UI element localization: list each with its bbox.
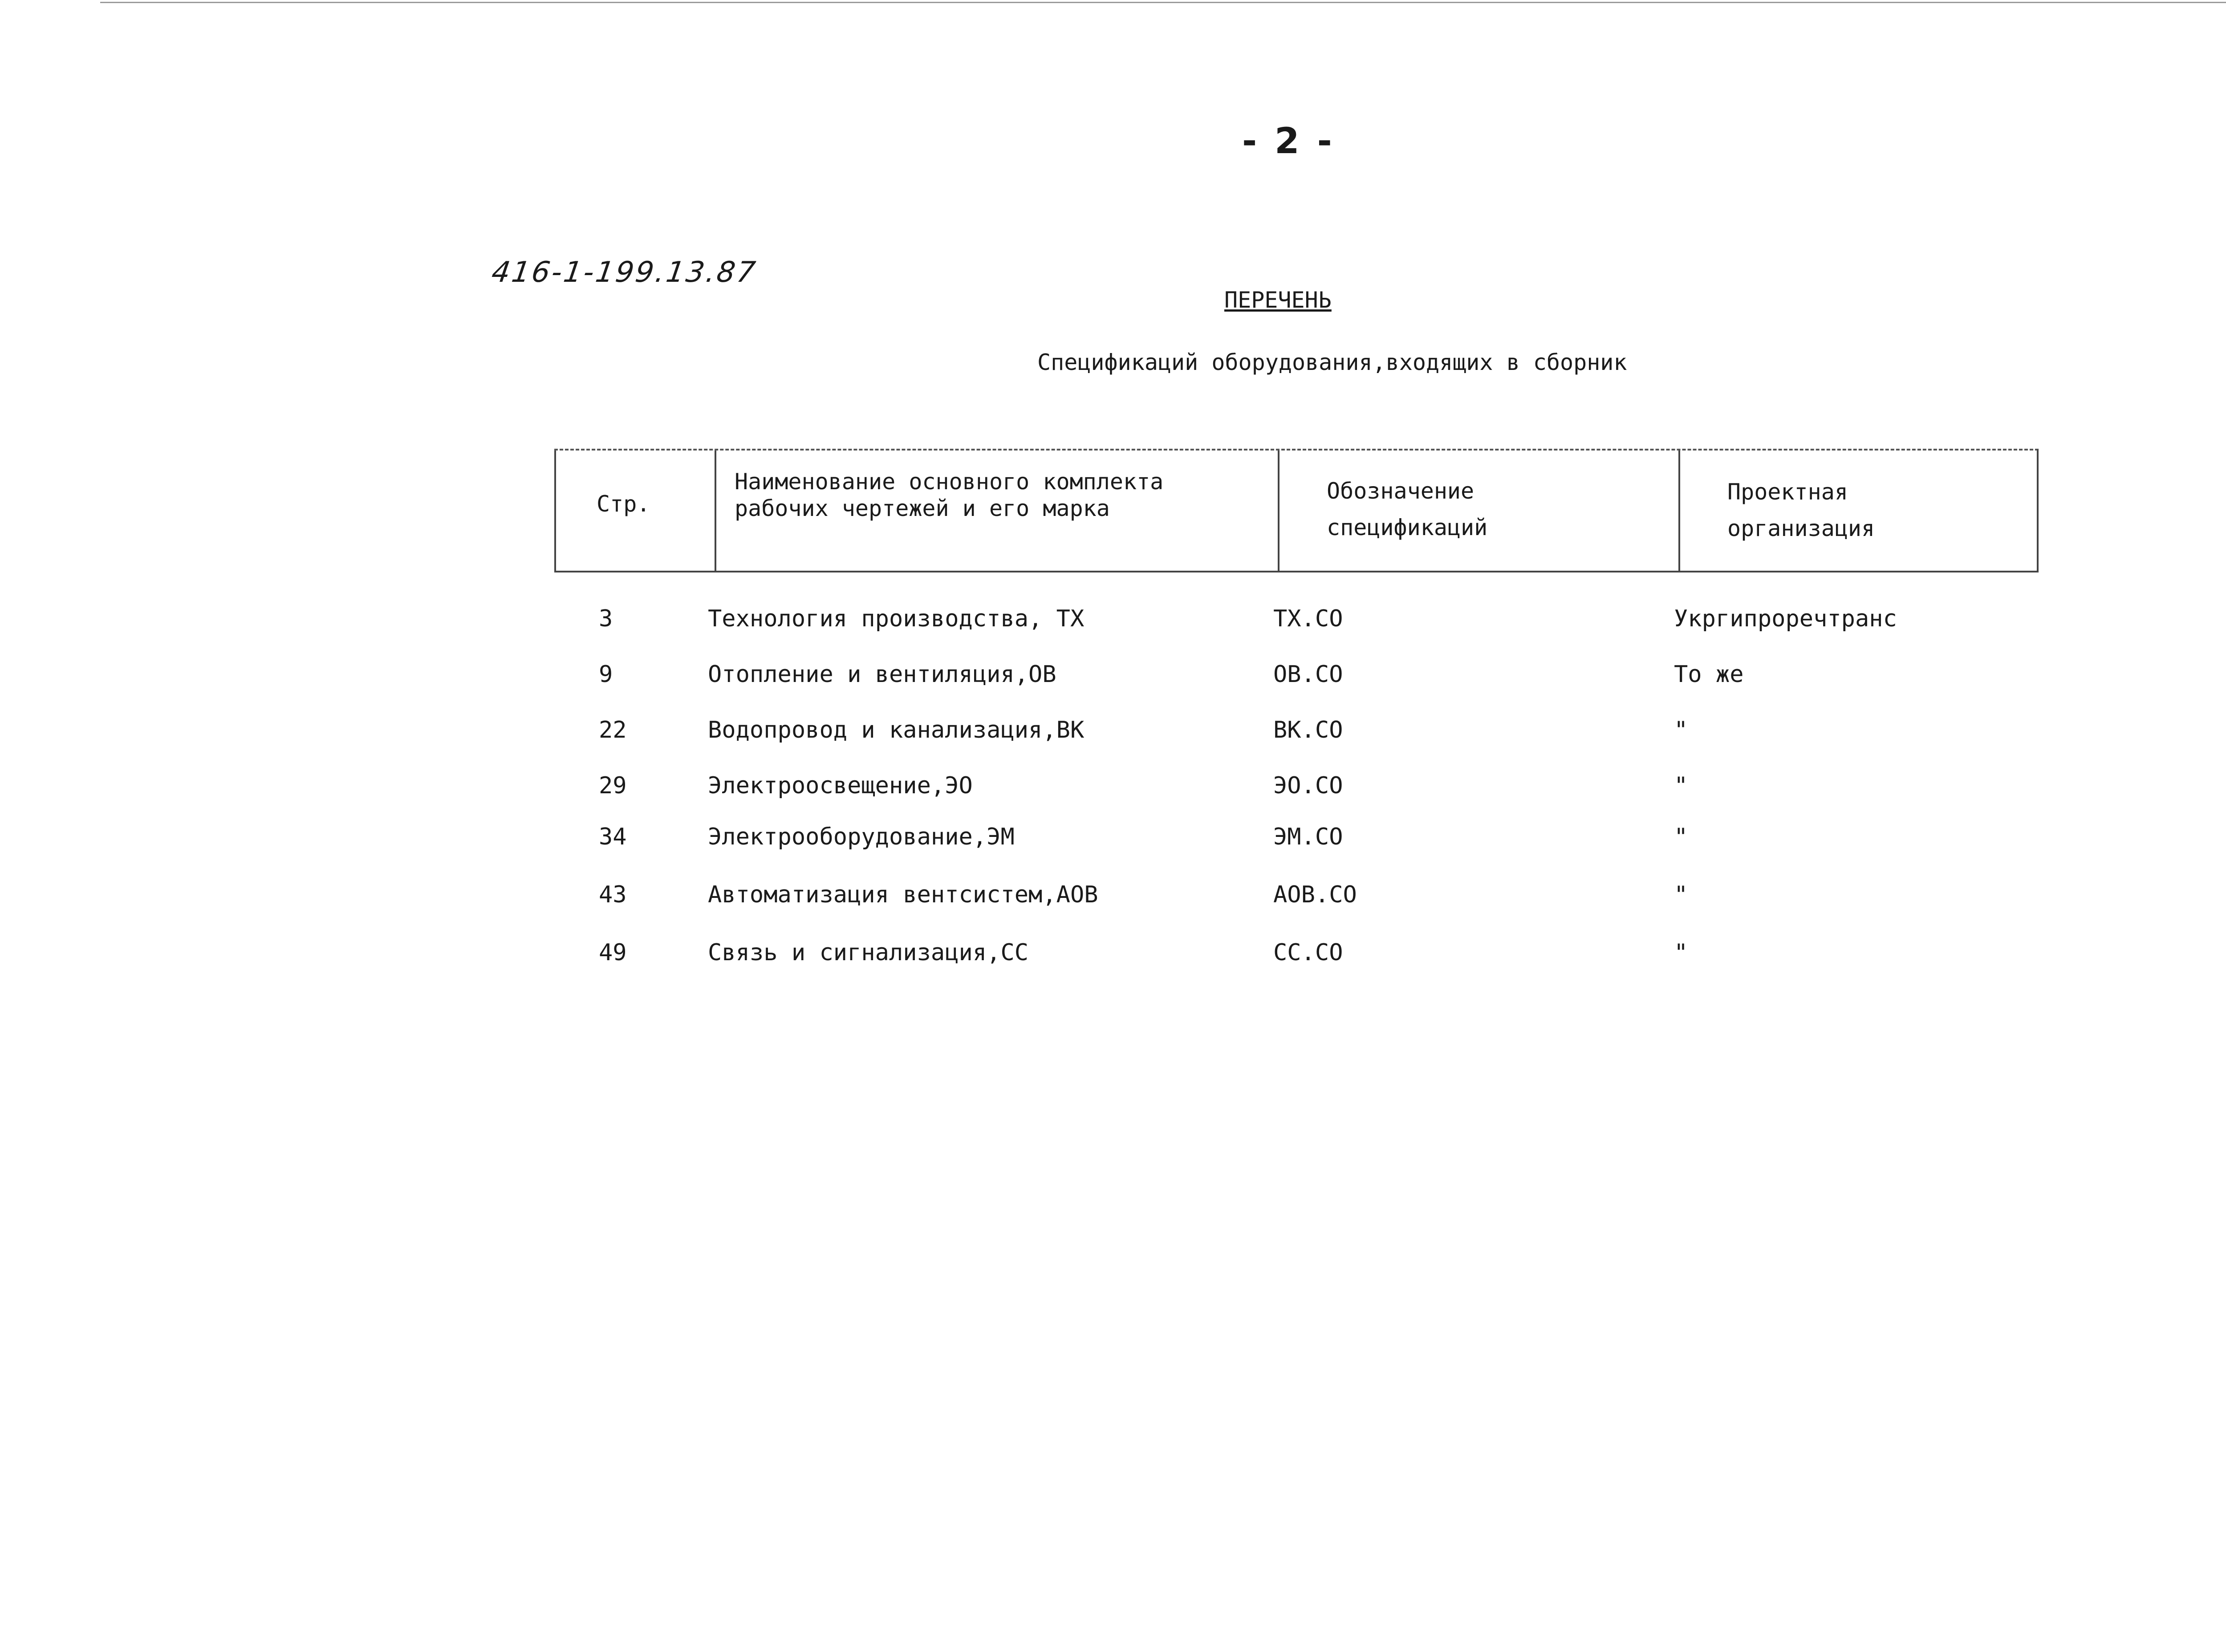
- document-subtitle: Спецификаций оборудования,входящих в сборник: [1037, 349, 1627, 375]
- row-org: ": [1674, 881, 1688, 908]
- header-spec-line-1: Обозначение: [1327, 478, 1475, 504]
- row-name: Автоматизация вентсистем,АОВ: [708, 881, 1098, 908]
- row-page: 34: [599, 824, 627, 850]
- row-spec: ТХ.СО: [1273, 605, 1343, 632]
- row-spec: СС.СО: [1273, 939, 1343, 966]
- row-page: 3: [599, 605, 613, 632]
- document-code: 416-1-199.13.87: [489, 256, 759, 289]
- row-org: ": [1674, 772, 1688, 799]
- row-name: Связь и сигнализация,СС: [708, 939, 1029, 966]
- page-number: - 2 -: [1242, 120, 1335, 162]
- table-header: [554, 449, 2039, 572]
- row-org: ": [1674, 939, 1688, 966]
- header-org-line-2: организация: [1727, 515, 1875, 541]
- header-spec-line-2: спецификаций: [1327, 515, 1488, 540]
- column-divider: [1678, 451, 1680, 571]
- header-spec: [1327, 473, 1487, 546]
- row-page: 43: [599, 881, 627, 908]
- header-name-line-1: Наименование основного комплекта: [735, 469, 1164, 495]
- column-divider: [554, 451, 556, 571]
- row-name: Технология производства, ТХ: [708, 605, 1085, 632]
- row-spec: ЭО.СО: [1273, 772, 1343, 799]
- row-name: Электрооборудование,ЭМ: [708, 824, 1015, 850]
- header-org-line-1: Проектная: [1727, 479, 1848, 505]
- row-page: 22: [599, 717, 627, 743]
- header-name: [735, 468, 1163, 522]
- scan-edge-line: [100, 2, 2226, 3]
- row-org: Укргипроречтранс: [1674, 605, 1897, 632]
- row-org: То же: [1674, 661, 1744, 688]
- header-page: [597, 491, 650, 517]
- document-title: ПЕРЕЧЕНЬ: [1224, 287, 1332, 313]
- row-name: Водопровод и канализация,ВК: [708, 717, 1085, 743]
- column-divider: [1278, 451, 1280, 571]
- header-org: [1727, 474, 1875, 547]
- row-spec: ЭМ.СО: [1273, 824, 1343, 850]
- row-org: ": [1674, 824, 1688, 850]
- row-name: Электроосвещение,ЭО: [708, 772, 973, 799]
- header-name-line-2: рабочих чертежей и его марка: [735, 495, 1110, 521]
- header-page-label: Стр.: [597, 491, 650, 517]
- row-spec: ОВ.СО: [1273, 661, 1343, 688]
- column-divider: [715, 451, 716, 571]
- row-page: 9: [599, 661, 613, 688]
- row-page: 49: [599, 939, 627, 966]
- row-page: 29: [599, 772, 627, 799]
- row-org: ": [1674, 717, 1688, 743]
- row-spec: АОВ.СО: [1273, 881, 1357, 908]
- row-name: Отопление и вентиляция,ОВ: [708, 661, 1056, 688]
- row-spec: ВК.СО: [1273, 717, 1343, 743]
